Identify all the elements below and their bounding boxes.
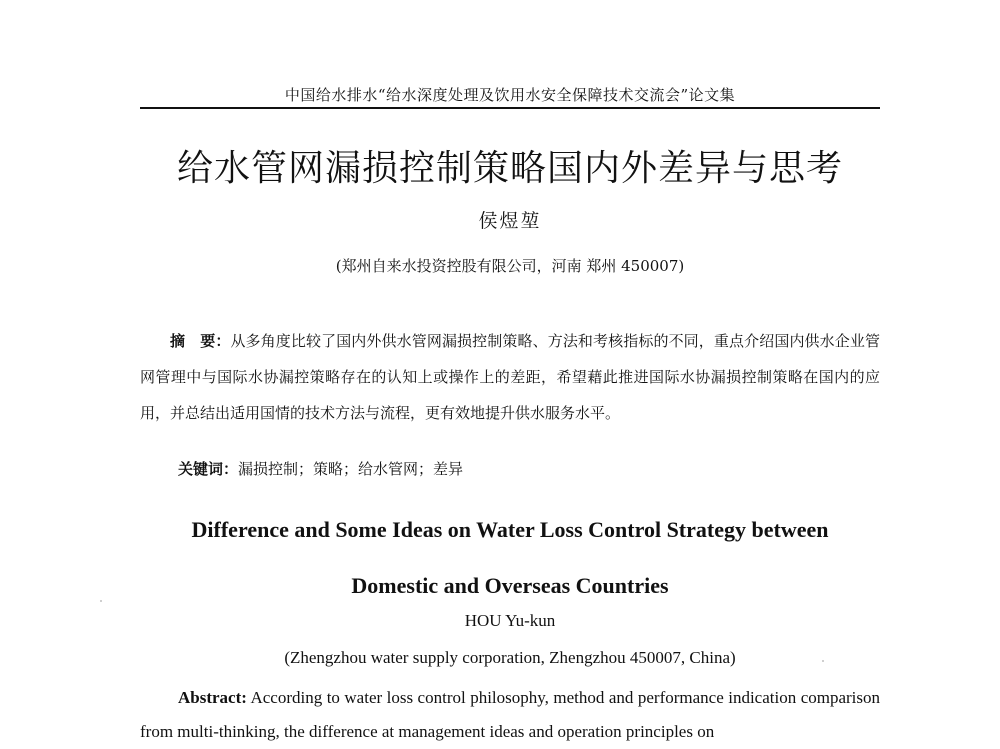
- scan-speck: [822, 660, 824, 662]
- chinese-keywords-label: 关键词：: [178, 460, 239, 478]
- chinese-keywords-text: 漏损控制；策略；给水管网；差异: [238, 460, 464, 478]
- chinese-abstract-text: 从多角度比较了国内外供水管网漏损控制策略、方法和考核指标的不同，重点介绍国内供水企业管网管理中与国际水协漏控策略存在的认知上或操作上的差距，希望藉此推进国际水协漏损控制策略在国内的应用，并总结出适用国情的技术方法与流程，更有效地提升供水服务水平。: [140, 332, 880, 422]
- chinese-affiliation: (郑州自来水投资控股有限公司，河南 郑州 450007): [335, 257, 685, 275]
- header-rule: [140, 107, 880, 109]
- english-abstract-label: Abstract:: [178, 688, 247, 707]
- chinese-abstract-label: 摘 要：: [170, 332, 231, 350]
- english-affiliation: (Zhengzhou water supply corporation, Zhengzhou 450007, China): [284, 648, 736, 667]
- english-title-line2: Domestic and Overseas Countries: [351, 573, 669, 598]
- english-abstract: [140, 681, 880, 749]
- running-header: 中国给水排水“给水深度处理及饮用水安全保障技术交流会”论文集: [284, 86, 736, 104]
- scan-speck: [100, 600, 102, 602]
- chinese-keywords: [140, 458, 880, 479]
- english-title: [110, 502, 910, 614]
- chinese-title: 给水管网漏损控制策略国内外差异与思考: [176, 148, 843, 189]
- chinese-abstract: [140, 323, 880, 431]
- english-title-line1: Difference and Some Ideas on Water Loss Control Strategy between: [191, 517, 829, 542]
- english-author: HOU Yu-kun: [464, 611, 556, 630]
- english-abstract-text: According to water loss control philosophy, method and performance indication comparison from multi-thinking, the difference at management ideas and operation principles on: [140, 688, 881, 741]
- chinese-author: 侯煜堃: [478, 210, 542, 232]
